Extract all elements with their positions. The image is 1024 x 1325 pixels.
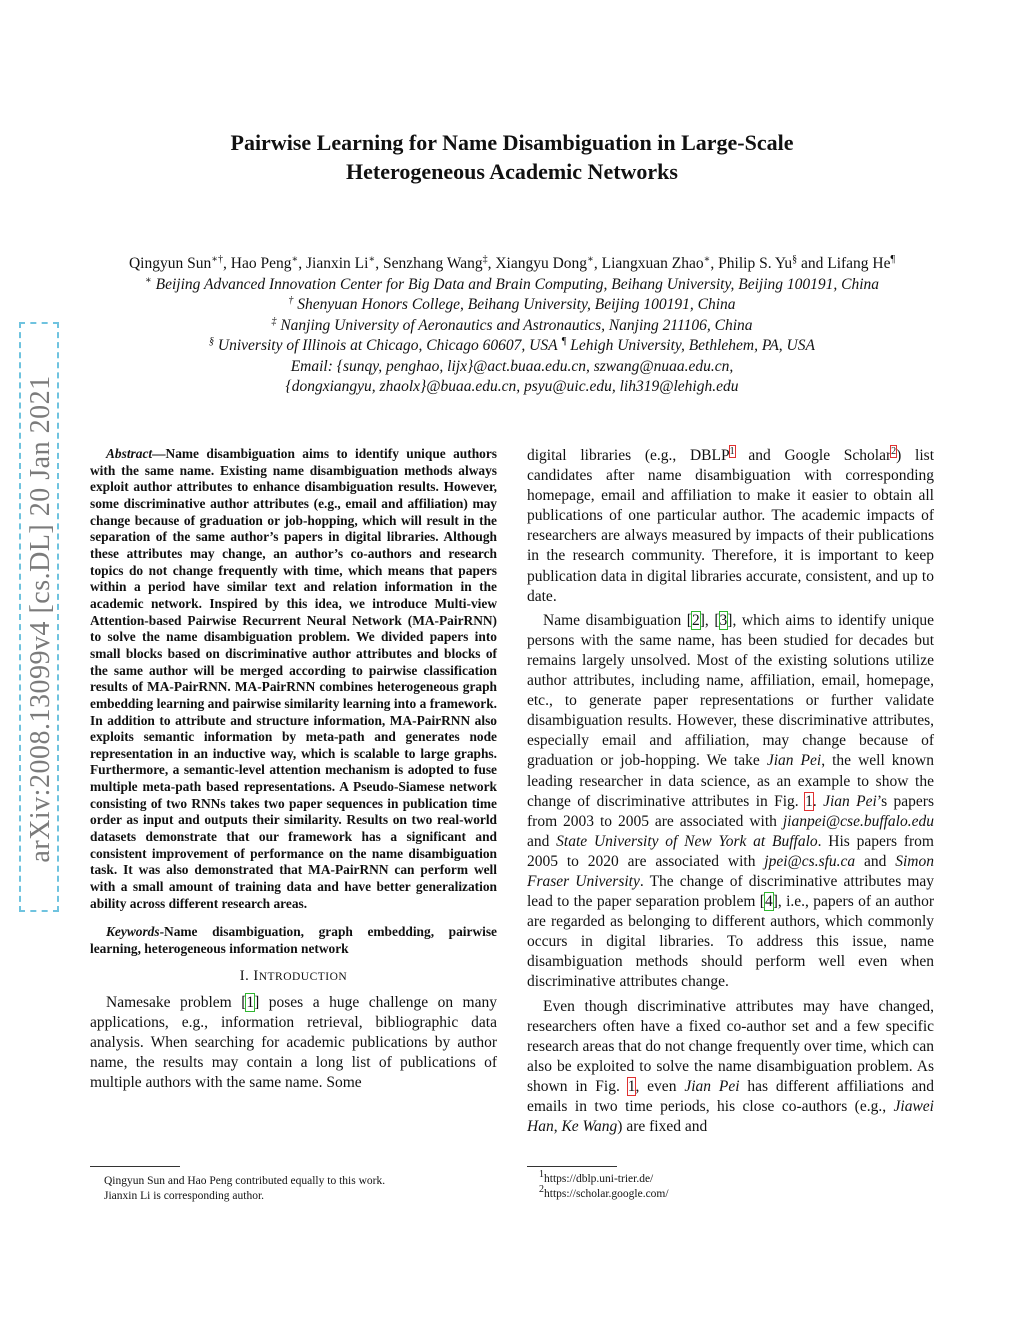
author-mark: ∗ xyxy=(587,253,594,265)
citation-link[interactable]: 4 xyxy=(764,893,773,911)
section-number: I. xyxy=(239,967,254,984)
person-name: Ke Wang xyxy=(561,1118,618,1136)
person-name: Jiawei Han xyxy=(527,1098,934,1136)
email-address: jpei@cs.sfu.ca xyxy=(764,852,856,870)
abstract-label: Abstract xyxy=(106,446,153,461)
title-line-1: Pairwise Learning for Name Disambiguation in Large-Scale xyxy=(230,130,794,155)
author-mark: ∗ xyxy=(703,253,711,265)
intro-paragraph-continued xyxy=(527,446,934,607)
text-run: Namesake problem [ xyxy=(106,993,247,1011)
affiliation-3 xyxy=(60,316,964,337)
intro-paragraph-1 xyxy=(90,993,497,1093)
affiliation-text: Shenyuan Honors College, Beihang University, Beijing 100191, China xyxy=(293,296,736,313)
footnote-link[interactable]: 2 xyxy=(891,445,897,457)
institution-name: Simon Fraser University xyxy=(527,852,934,890)
affiliation-1 xyxy=(60,275,964,296)
person-name: Jian Pei xyxy=(823,792,877,810)
left-column xyxy=(90,446,497,1093)
text-run: ], which aims to identify unique persons with the same name, has been studied for decades but remains largely unsolved. Most of the existing solutions utilize author attributes, including name, affiliation, email, homepage, etc., to generate paper representations or further validate disambiguation results. However, these discriminative attributes, especially email and affiliation, may change because of graduation or job-hopping. We take xyxy=(527,611,934,770)
person-name: Jian Pei xyxy=(684,1077,740,1095)
author-name: , Senzhang Wang xyxy=(375,255,483,272)
affiliation-mark: ¶ xyxy=(561,335,567,347)
keywords xyxy=(90,924,497,957)
intro-paragraph-2 xyxy=(527,611,934,993)
author-name: , Jianxin Li xyxy=(298,255,369,272)
affiliation-mark: ‡ xyxy=(271,315,277,327)
section-title-rest: NTRODUCTION xyxy=(258,970,348,983)
text-run: has different affiliations and emails in two time periods, his close co-authors (e.g., xyxy=(527,1077,934,1115)
keywords-label: Keywords xyxy=(106,924,160,940)
affiliation-text: Lehigh University, Bethlehem, PA, USA xyxy=(566,337,815,354)
author-name: , Liangxuan Zhao xyxy=(593,255,704,272)
email-line-1: Email: {sunqy, penghao, lijx}@act.buaa.edu.cn, szwang@nuaa.edu.cn, xyxy=(290,357,734,375)
affiliation-mark: † xyxy=(288,294,294,306)
email-address: jianpei@cse.buffalo.edu xyxy=(782,812,934,830)
intro-paragraph-3 xyxy=(527,997,934,1138)
text-run: ) are fixed and xyxy=(617,1118,708,1136)
footnote-rule-right xyxy=(527,1166,617,1167)
institution-name: State University of New York at Buffalo xyxy=(556,832,818,850)
author-list xyxy=(60,254,964,275)
footnotes-left xyxy=(104,1174,484,1204)
text-run: . The change of discriminative attributes may lead to the paper separation problem [ xyxy=(527,872,935,911)
author-name: Qingyun Sun xyxy=(128,255,212,272)
author-name: , Xiangyu Dong xyxy=(487,255,588,272)
author-name: and Lifang He xyxy=(797,255,891,272)
text-run: , xyxy=(553,1118,562,1136)
footnotes-right xyxy=(539,1169,919,1202)
text-run: and xyxy=(527,832,557,850)
footnote-scholar xyxy=(539,1184,919,1202)
text-run: and xyxy=(855,852,896,870)
text-run: and Google Scholar xyxy=(734,447,892,464)
text-run: Name disambiguation [ xyxy=(543,611,692,629)
author-mark: ∗ xyxy=(368,253,376,265)
affiliation-4 xyxy=(60,336,964,357)
author-mark: ‡ xyxy=(482,253,488,265)
figure-link[interactable]: 1 xyxy=(627,1077,636,1095)
footnote-rule-left xyxy=(90,1166,180,1167)
paper-title xyxy=(150,128,874,186)
text-run: , even xyxy=(635,1077,685,1095)
text-run: . xyxy=(812,792,824,810)
arxiv-stamp xyxy=(19,322,59,912)
author-mark: § xyxy=(792,253,798,265)
text-run: ] poses a huge challenge on many applications, e.g., information retrieval, bibliographic data analysis. When searching for academic publications by author name, the results may contain a long list of publications of multiple authors with the same name. Some xyxy=(90,993,497,1092)
text-run: ’s papers from 2003 to 2005 are associated with xyxy=(527,792,935,830)
text-run: . His papers from 2005 to 2020 are associated with xyxy=(527,832,934,870)
figure-link[interactable]: 1 xyxy=(805,792,813,810)
abstract xyxy=(90,446,497,912)
keywords-text: -Name disambiguation, graph embedding, pairwise learning, heterogeneous information network xyxy=(90,924,497,957)
footnote-corresponding-author: Jianxin Li is corresponding author. xyxy=(104,1190,265,1202)
title-line-2: Heterogeneous Academic Networks xyxy=(346,159,678,184)
affiliation-mark: ∗ xyxy=(144,274,152,286)
footnote-url[interactable]: https://dblp.uni-trier.de/ xyxy=(544,1173,654,1185)
text-run: ) list candidates after name disambiguation with corresponding homepage, email and affiliation to make it easier to obtain all publications of one particular author. The academic impacts of researchers are always measured by impacts of their publications in the research community. Therefore, it is important to keep publication data in digital libraries accurate, consistent, and up to date. xyxy=(527,447,934,605)
author-mark: ∗ xyxy=(291,253,299,265)
author-block xyxy=(60,254,964,398)
citation-link[interactable]: 2 xyxy=(691,611,700,629)
section-heading-introduction xyxy=(90,968,497,985)
affiliation-2 xyxy=(60,295,964,316)
author-mark: ∗† xyxy=(211,253,223,265)
author-name: , Philip S. Yu xyxy=(710,255,793,272)
affiliation-text: Nanjing University of Aeronautics and Astronautics, Nanjing 211106, China xyxy=(276,316,753,334)
footnote-mark: 1 xyxy=(539,1169,544,1181)
text-run: ], [ xyxy=(699,611,720,629)
affiliation-mark: § xyxy=(209,335,215,347)
affiliation-text: Beijing Advanced Innovation Center for Big Data and Brain Computing, Beihang University, Beijing 100191, China xyxy=(151,275,880,293)
affiliation-text: University of Illinois at Chicago, Chicago 60607, USA xyxy=(214,337,562,354)
abstract-text: —Name disambiguation aims to identify unique authors with the same name. Existing name disambiguation methods always exploit author attributes to enhance disambiguation results. However, some discriminative author attributes (e.g., email and affiliation) may change because of graduation or job-hopping, which will result in the separation of the same author’s papers in digital libraries. Although these attributes may change, an author’s co-authors and research topics do not change frequently with time, which means that papers within a period have similar text and relation information in the academic network. Inspired by this idea, we introduce Multi-view Attention-based Pairwise Recurrent Neural Network (MA-PairRNN) to solve the name disambiguation problem. We divided papers into small blocks based on discriminative author attributes and blocks of the same author will be merged according to pairwise classification results of MA-PairRNN. MA-PairRNN combines heterogeneous graph embedding learning and pairwise similarity learning into a framework. In addition to attribute and structure information, MA-PairRNN also exploits semantic information by meta-path and generates node representation in an inductive way, which is scalable to large graphs. Furthermore, a semantic-level attention mechanism is adopted to fuse multiple meta-path based representations. A Pseudo-Siamese network consisting of two RNNs takes two paper sequences in publication time order as input and outputs their similarity. Results on two real-world datasets demonstrate that our framework has a significant and consistent improvement of performance on the name disambiguation task. It was also demonstrated that MA-PairRNN can perform well with a small amount of training data and have better generalization ability across different research areas. xyxy=(90,446,497,911)
text-run: Even though discriminative attributes may have changed, researchers often have a fixed co-author set and a few specific research areas that do not change frequently over time, which can also be exploited to solve the name disambiguation problem. As shown in Fig. xyxy=(527,997,934,1095)
footnote-dblp xyxy=(539,1169,919,1187)
footnote-link[interactable]: 1 xyxy=(729,445,735,457)
citation-link[interactable]: 3 xyxy=(719,611,728,629)
text-run: digital libraries (e.g., DBLP xyxy=(527,447,730,464)
footnote-mark: 2 xyxy=(539,1184,544,1196)
section-initial: I xyxy=(253,967,259,984)
email-line-2: {dongxiangyu, zhaolx}@buaa.edu.cn, psyu@uic.edu, lih319@lehigh.edu xyxy=(285,378,739,395)
footnote-equal-contribution: Qingyun Sun and Hao Peng contributed equally to this work. xyxy=(104,1175,386,1187)
citation-link[interactable]: 1 xyxy=(246,993,255,1011)
footnote-url[interactable]: https://scholar.google.com/ xyxy=(544,1188,669,1200)
text-run: ], i.e., papers of an author are regarded as belonging to different authors, which commonly occurs in digital libraries. To address this issue, name disambiguation methods should perform well even when discriminative attributes change. xyxy=(527,893,934,991)
right-column xyxy=(527,446,934,1137)
author-mark: ¶ xyxy=(890,253,896,265)
text-run: , the well known leading researcher in data science, as an example to show the change of discriminative attributes in Fig. xyxy=(527,752,934,810)
author-name: , Hao Peng xyxy=(223,255,292,272)
person-name: Jian Pei xyxy=(766,752,822,770)
arxiv-identifier: arXiv:2008.13099v4 [cs.DL] 20 Jan 2021 xyxy=(25,375,56,863)
